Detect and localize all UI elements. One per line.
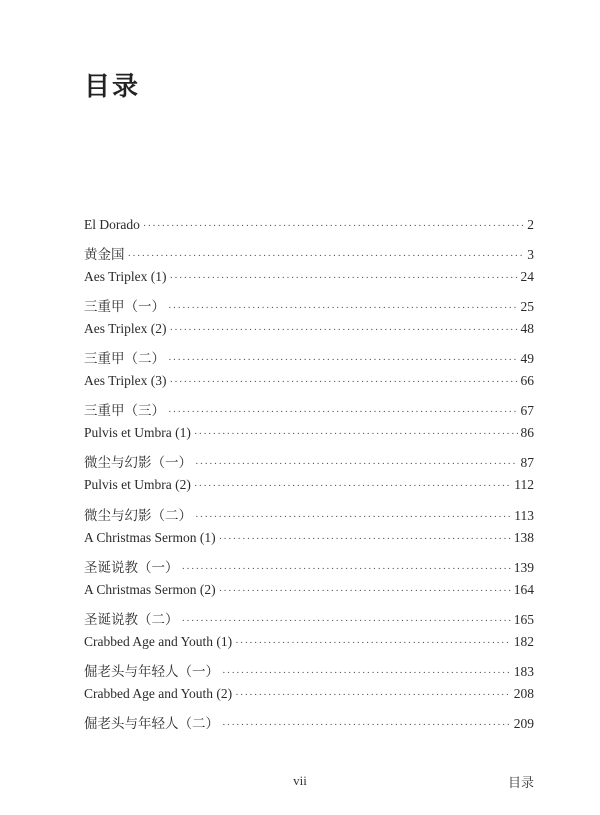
toc-entry-page: 165 [513,611,534,627]
page-title: 目录 [84,72,141,102]
toc-entry[interactable] [84,399,534,425]
toc-entry-title: 黄金国 [84,247,125,263]
toc-entry-page: 25 [520,299,534,315]
toc-leader-dots [219,533,511,545]
toc-leader-dots [219,585,511,597]
toc-leader-dots [235,689,511,701]
toc-entry-page: 113 [514,507,534,523]
toc-entry-page: 2 [527,217,534,232]
toc-leader-dots [170,324,518,336]
toc-entry-title: Crabbed Age and Youth (1) [84,633,233,649]
toc-entry-title: 三重甲（三） [84,403,165,419]
toc-entry-page: 209 [513,715,534,731]
toc-entry-title: El Dorado [84,217,140,232]
toc-leader-dots [170,272,518,284]
toc-entry-title: Pulvis et Umbra (1) [84,425,191,441]
toc-entry-page: 138 [513,529,534,545]
toc-leader-dots [195,511,511,523]
toc-entry-page: 24 [520,269,534,285]
toc-leader-dots [143,220,524,232]
toc-leader-dots [222,667,511,679]
toc-entry-title: A Christmas Sermon (2) [84,581,216,597]
toc-entry-page: 87 [520,455,534,471]
toc-leader-dots [168,354,518,366]
toc-leader-dots [168,406,518,418]
toc-entry-title: 微尘与幻影（二） [84,507,192,523]
toc-entry[interactable] [84,477,534,503]
toc-entry[interactable] [84,321,534,347]
toc-entry-title: A Christmas Sermon (1) [84,529,216,545]
toc-entry-title: Crabbed Age and Youth (2) [84,685,233,701]
toc-entry-page: 66 [520,373,534,389]
toc-entry-title: Pulvis et Umbra (2) [84,477,191,493]
toc-entry-title: 倔老头与年轻人（一） [84,663,219,679]
toc-entry[interactable] [84,425,534,451]
footer-running-title: 目录 [507,776,534,791]
toc-entry-title: 圣诞说教（二） [84,611,179,627]
toc-entry-page: 164 [513,581,534,597]
toc-entry[interactable] [84,347,534,373]
toc-leader-dots [128,250,525,262]
toc-entry[interactable] [84,217,534,243]
toc-leader-dots [168,302,518,314]
toc-leader-dots [182,615,511,627]
toc-leader-dots [182,563,511,575]
toc-entry[interactable] [84,530,534,556]
toc-entry[interactable] [84,608,534,634]
toc-entry[interactable] [84,686,534,712]
toc-entry[interactable] [84,243,534,269]
toc-entry-page: 48 [520,321,534,337]
toc-leader-dots [194,480,511,492]
toc-entry[interactable] [84,269,534,295]
toc-entry[interactable] [84,712,534,738]
toc-entry-title: Aes Triplex (3) [84,373,167,389]
toc-entry[interactable] [84,582,534,608]
toc-entry-title: 三重甲（一） [84,299,165,315]
toc-entry-title: Aes Triplex (2) [84,321,167,337]
toc-entry[interactable] [84,634,534,660]
toc-entry-page: 182 [513,633,534,649]
toc-entry-page: 3 [527,247,534,263]
toc-entry-page: 112 [514,477,534,493]
footer-page-number: vii [293,773,307,788]
toc-entry-page: 67 [520,403,534,419]
toc-entry[interactable] [84,556,534,582]
toc-entry-title: 倔老头与年轻人（二） [84,715,219,731]
toc-entry[interactable] [84,660,534,686]
toc-entry-page: 183 [513,663,534,679]
toc-entry-title: Aes Triplex (1) [84,269,167,285]
toc-entry-page: 208 [513,685,534,701]
toc-leader-dots [170,376,518,388]
toc-leader-dots [194,428,518,440]
table-of-contents [84,217,534,738]
toc-entry-title: 微尘与幻影（一） [84,455,192,471]
toc-entry-page: 49 [520,351,534,367]
toc-entry[interactable] [84,451,534,477]
toc-entry[interactable] [84,373,534,399]
toc-entry-title: 圣诞说教（一） [84,559,179,575]
toc-leader-dots [195,458,518,470]
toc-entry-page: 86 [520,425,534,441]
toc-entry-title: 三重甲（二） [84,351,165,367]
toc-leader-dots [222,719,511,731]
toc-entry[interactable] [84,504,534,530]
toc-leader-dots [235,637,511,649]
toc-entry-page: 139 [513,559,534,575]
toc-entry[interactable] [84,295,534,321]
